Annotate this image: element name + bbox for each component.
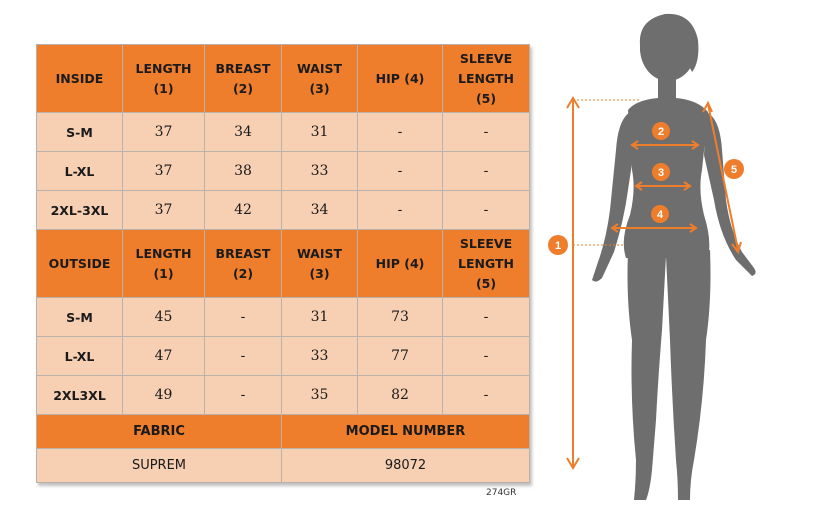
- table-cell: 49: [123, 376, 205, 415]
- size-label: L-XL: [37, 337, 123, 376]
- outside-header-row: [37, 230, 530, 298]
- size-label: S-M: [37, 298, 123, 337]
- table-cell: -: [358, 152, 443, 191]
- table-cell: -: [358, 191, 443, 230]
- table-cell: 47: [123, 337, 205, 376]
- table-cell: -: [443, 113, 530, 152]
- col-header-breast: BREAST (2): [205, 45, 282, 113]
- fabric-label: FABRIC: [37, 415, 282, 449]
- col-header-sleeve-length: SLEEVE LENGTH (5): [443, 230, 530, 298]
- table-row: [37, 337, 530, 376]
- table-cell: 31: [282, 113, 358, 152]
- table-cell: 34: [282, 191, 358, 230]
- body-measurement-figure: [540, 0, 840, 523]
- model-number-label: MODEL NUMBER: [282, 415, 530, 449]
- table-cell: -: [205, 298, 282, 337]
- table-cell: 37: [123, 113, 205, 152]
- table-row: [37, 113, 530, 152]
- col-header-length: LENGTH (1): [123, 230, 205, 298]
- size-label: L-XL: [37, 152, 123, 191]
- table-cell: 38: [205, 152, 282, 191]
- size-label: 2XL3XL: [37, 376, 123, 415]
- table-cell: 37: [123, 191, 205, 230]
- model-number-value: 98072: [282, 449, 530, 483]
- table-cell: 33: [282, 152, 358, 191]
- table-cell: -: [443, 298, 530, 337]
- table-row: [37, 298, 530, 337]
- inside-header-row: [37, 45, 530, 113]
- col-header-length: LENGTH (1): [123, 45, 205, 113]
- table-cell: 45: [123, 298, 205, 337]
- size-chart: [36, 44, 529, 483]
- col-header-breast: BREAST (2): [205, 230, 282, 298]
- table-cell: -: [443, 152, 530, 191]
- col-header-sleeve-length: SLEEVE LENGTH (5): [443, 45, 530, 113]
- col-header-hip: HIP (4): [358, 45, 443, 113]
- footer-value-row: [37, 449, 530, 483]
- marker-1-label: 1: [554, 240, 562, 252]
- table-row: [37, 191, 530, 230]
- col-header-waist: WAIST (3): [282, 45, 358, 113]
- table-row: [37, 376, 530, 415]
- table-cell: -: [443, 191, 530, 230]
- table-row: [37, 152, 530, 191]
- size-label: 2XL-3XL: [37, 191, 123, 230]
- size-table: [36, 44, 530, 483]
- product-code: 274GR: [486, 488, 517, 498]
- table-cell: 42: [205, 191, 282, 230]
- size-label: S-M: [37, 113, 123, 152]
- footer-header-row: [37, 415, 530, 449]
- table-cell: 73: [358, 298, 443, 337]
- table-cell: 33: [282, 337, 358, 376]
- table-cell: -: [205, 337, 282, 376]
- silhouette-svg: [540, 0, 840, 523]
- table-cell: 37: [123, 152, 205, 191]
- col-header-hip: HIP (4): [358, 230, 443, 298]
- outside-section-label: OUTSIDE: [37, 230, 123, 298]
- marker-3-label: 3: [657, 167, 665, 179]
- table-cell: -: [443, 337, 530, 376]
- table-cell: 77: [358, 337, 443, 376]
- marker-2-label: 2: [657, 126, 665, 138]
- table-cell: 31: [282, 298, 358, 337]
- marker-5-label: 5: [730, 164, 738, 176]
- table-cell: 35: [282, 376, 358, 415]
- inside-section-label: INSIDE: [37, 45, 123, 113]
- marker-4-label: 4: [656, 209, 664, 221]
- col-header-waist: WAIST (3): [282, 230, 358, 298]
- table-cell: -: [205, 376, 282, 415]
- woman-silhouette: [592, 14, 756, 500]
- fabric-value: SUPREM: [37, 449, 282, 483]
- table-cell: 82: [358, 376, 443, 415]
- table-cell: -: [443, 376, 530, 415]
- table-cell: 34: [205, 113, 282, 152]
- table-cell: -: [358, 113, 443, 152]
